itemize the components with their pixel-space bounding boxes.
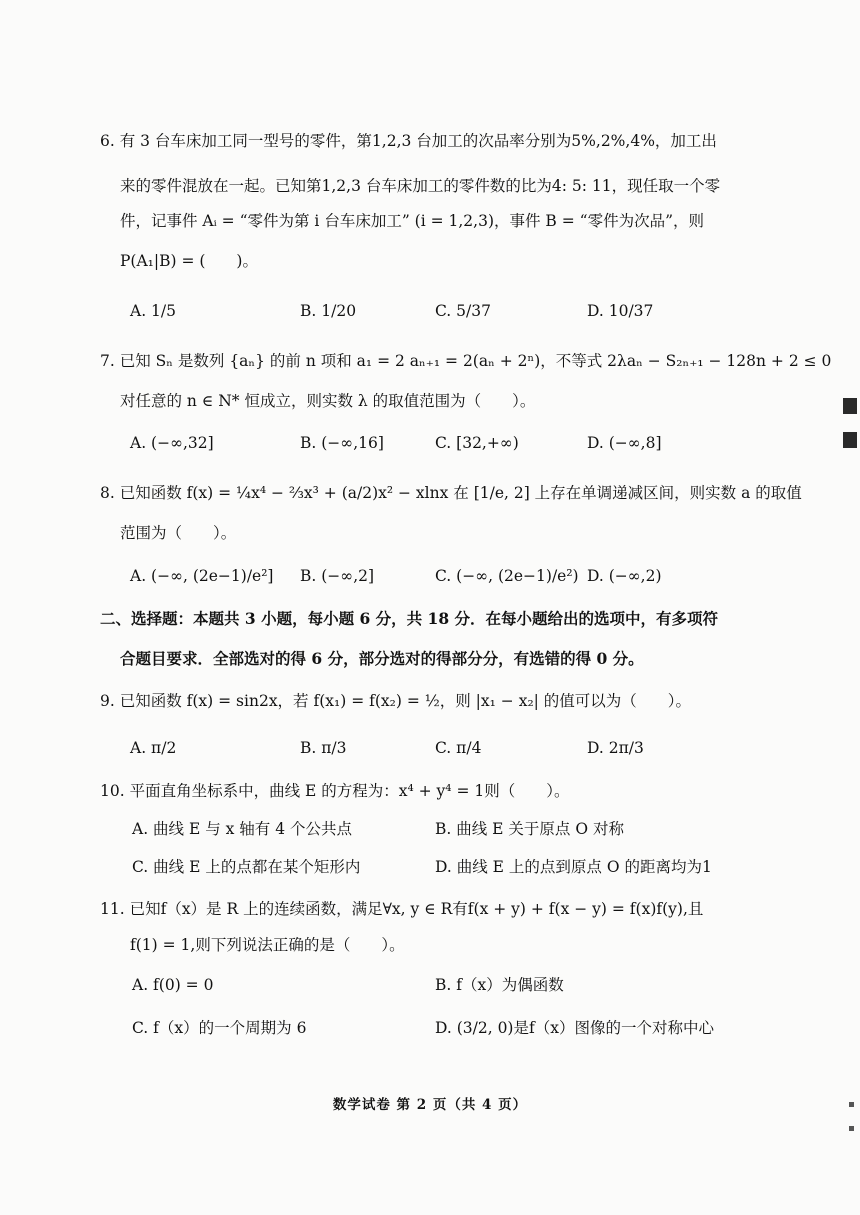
q9-option-b: B. π/3 [300,739,347,757]
scan-edge-dot [849,1126,854,1131]
q6-option-c: C. 5/37 [435,302,491,320]
scan-edge-mark [843,432,857,448]
q8-line2: 范围为（ ）。 [120,524,237,542]
q7-line1: 7. 已知 Sₙ 是数列 {aₙ} 的前 n 项和 a₁ = 2 aₙ₊₁ = 2(aₙ + 2ⁿ)，不等式 2λaₙ − S₂ₙ₊₁ − 128n + 2 ≤ 0 [100,352,832,370]
q7-option-b: B. (−∞,16] [300,434,384,452]
section2-heading: 二、选择题：本题共 3 小题，每小题 6 分，共 18 分．在每小题给出的选项中，有多项符 [100,609,719,628]
q7-option-d: D. (−∞,8] [587,434,662,452]
q11-line1: 11. 已知f（x）是 R 上的连续函数，满足∀x, y ∈ R有f(x + y) + f(x − y) = f(x)f(y),且 [100,900,704,918]
q9-option-a: A. π/2 [130,739,177,757]
q8-option-c: C. (−∞, (2e−1)/e²) [435,567,579,585]
q10-option-b: B. 曲线 E 关于原点 O 对称 [435,820,624,838]
q7-line2: 对任意的 n ∈ N* 恒成立，则实数 λ 的取值范围为（ ）。 [120,392,536,410]
q11-line2: f(1) = 1,则下列说法正确的是（ ）。 [130,936,405,954]
q6-line2: 来的零件混放在一起。已知第1,2,3 台车床加工的零件数的比为4: 5: 11，现任取一个零 [120,177,721,195]
q7-option-a: A. (−∞,32] [130,434,214,452]
q11-option-c: C. f（x）的一个周期为 6 [132,1019,307,1037]
q8-option-b: B. (−∞,2] [300,567,375,585]
q10-option-d: D. 曲线 E 上的点到原点 O 的距离均为1 [435,858,712,876]
q10-option-a: A. 曲线 E 与 x 轴有 4 个公共点 [132,820,353,838]
q9-option-d: D. 2π/3 [587,739,644,757]
scan-edge-mark [843,398,857,414]
q8-option-d: D. (−∞,2) [587,567,662,585]
q8-option-a: A. (−∞, (2e−1)/e²] [130,567,274,585]
q7-option-c: C. [32,+∞) [435,434,519,452]
q11-option-b: B. f（x）为偶函数 [435,976,564,994]
q6-option-b: B. 1/20 [300,302,357,320]
scan-edge-dot [849,1102,854,1107]
q10-line1: 10. 平面直角坐标系中，曲线 E 的方程为：x⁴ + y⁴ = 1则（ ）。 [100,782,570,800]
q11-option-a: A. f(0) = 0 [132,976,214,994]
q9-option-c: C. π/4 [435,739,482,757]
q6-line1: 6. 有 3 台车床加工同一型号的零件，第1,2,3 台加工的次品率分别为5%,2%,4%，加工出 [100,132,717,150]
q8-line1: 8. 已知函数 f(x) = ¼x⁴ − ⅔x³ + (a/2)x² − xlnx 在 [1/e, 2] 上存在单调递减区间，则实数 a 的取值 [100,484,802,502]
q11-option-d: D. (3/2, 0)是f（x）图像的一个对称中心 [435,1019,714,1037]
q6-line3: 件，记事件 Aᵢ = “零件为第 i 台车床加工” (i = 1,2,3)，事件 B = “零件为次品”，则 [120,212,705,230]
q6-option-a: A. 1/5 [130,302,176,320]
q10-option-c: C. 曲线 E 上的点都在某个矩形内 [132,858,361,876]
q9-line1: 9. 已知函数 f(x) = sin2x，若 f(x₁) = f(x₂) = ½，则 |x₁ − x₂| 的值可以为（ ）。 [100,692,692,710]
section2-instructions: 合题目要求．全部选对的得 6 分，部分选对的得部分分，有选错的得 0 分。 [120,649,644,668]
q6-option-d: D. 10/37 [587,302,654,320]
page-footer: 数学试卷 第 2 页（共 4 页） [332,1097,528,1113]
q6-line4: P(A₁|B) = ( )。 [120,252,258,270]
